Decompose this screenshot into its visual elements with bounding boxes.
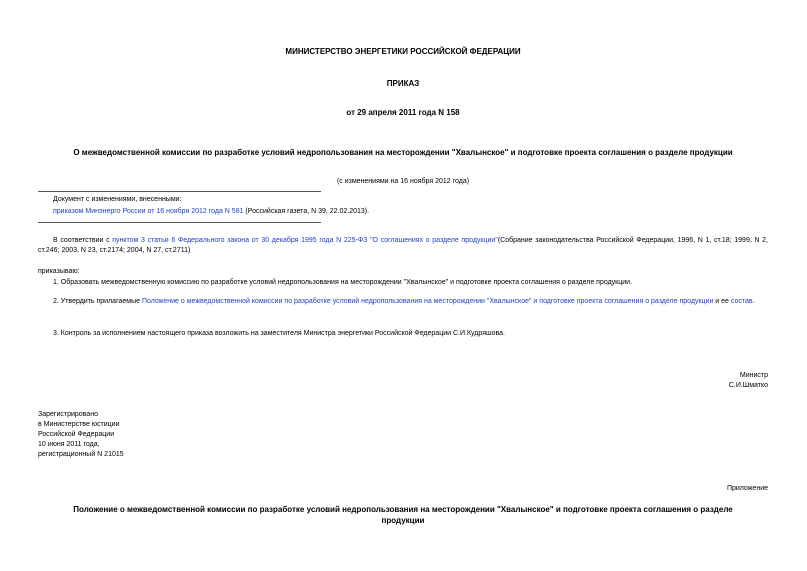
item-2-prefix: 2. Утвердить прилагаемые [53,298,142,305]
signature-position: Министр [739,372,768,379]
federal-law-link[interactable]: пунктом 3 статьи 6 Федерального закона от 30 декабря 1995 года N 225-ФЗ "О соглашениях о разделе продукции" [112,237,498,244]
changes-top-rule [38,191,321,192]
item-3: 3. Контроль за исполнением настоящего приказа возложить на заместителя Министра энергетики Российской Федерации С.И.Кудряшова. [53,330,505,337]
item-2-end: . [752,298,755,305]
item-2 [38,297,768,307]
appendix-title: Положение о межведомственной комиссии по разработке условий недропользования на месторождении "Хвалынское" и подготовке проекта соглашения о разделе продукции [73,505,733,525]
order-word: приказываю: [38,268,80,275]
preamble-paragraph [38,236,768,256]
document-title: О межведомственной комиссии по разработке условий недропользования на месторождении "Хвалынское" и подготовке проекта соглашения о разделе продукции [73,148,733,157]
preamble-suffix: (Собрание законодательства Российской Федерации, 1996, N 1, ст.18; 1999, N 2, ст.246; 2003, N 23, ст.2174; 2004, N 27, ст.2711) [38,237,768,254]
regulation-link[interactable]: Положение о межведомственной комиссии по разработке условий недропользования на месторождении "Хвалынское" и подготовке проекта соглашения о разделе продукции [141,298,714,305]
registration-line-3: Российской Федерации [38,431,115,438]
composition-link[interactable]: состав [730,298,753,305]
changes-intro: Документ с изменениями, внесенными: [53,196,182,203]
changes-bottom-rule [38,222,321,223]
changes-line [53,207,653,217]
registration-line-1: Зарегистрировано [38,411,98,418]
amending-order-link[interactable]: приказом Минэнерго России от 16 ноября 2012 года N 581 [53,208,244,215]
date-number-heading: от 29 апреля 2011 года N 158 [346,108,460,117]
changes-suffix: (Российская газета, N 39, 22.02.2013). [243,208,370,215]
ministry-heading: МИНИСТЕРСТВО ЭНЕРГЕТИКИ РОССИЙСКОЙ ФЕДЕРАЦИИ [285,47,521,56]
registration-line-2: в Министерстве юстиции [38,421,120,428]
doc-type-heading: ПРИКАЗ [386,79,420,88]
registration-line-4: 10 июня 2011 года, [38,441,100,448]
appendix-label: Приложение [726,485,768,492]
item-2-mid: и ее [713,298,731,305]
signature-name: С.И.Шматко [728,382,768,389]
item-1: 1. Образовать межведомственную комиссию по разработке условий недропользования на месторождении "Хвалынское" и подготовке проекта соглашения о разделе продукции. [53,279,633,286]
registration-block [38,410,338,460]
amendment-note: (с изменениями на 16 ноября 2012 года) [336,178,470,185]
registration-line-5: регистрационный N 21015 [38,451,124,458]
preamble-prefix: В соответствии с [53,237,113,244]
